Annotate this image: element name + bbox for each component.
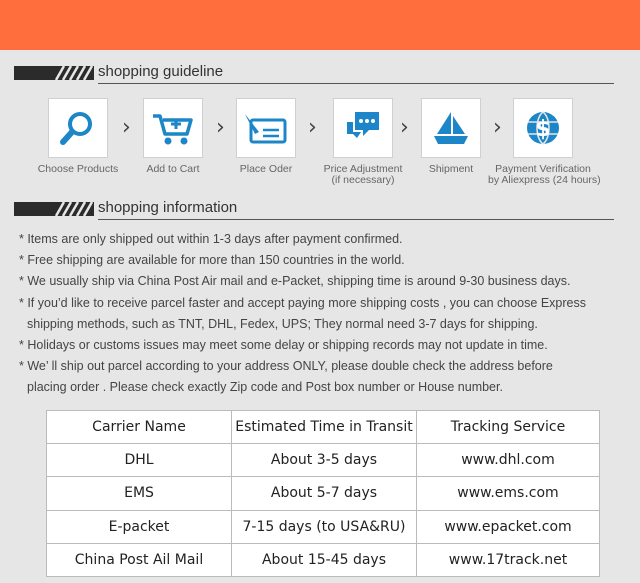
step-label: Price Adjustment — [323, 163, 403, 175]
table-row — [47, 543, 600, 576]
step-label: Shipment — [428, 163, 474, 175]
carrier-name-cell: China Post Ail Mail — [47, 543, 232, 576]
carrier-name-cell: EMS — [47, 477, 232, 510]
pen-card-icon — [243, 108, 289, 148]
info-line: placing order . Please check exactly Zip code and Post box number or House number. — [27, 380, 503, 395]
info-line: * Items are only shipped out within 1-3 days after payment confirmed. — [19, 232, 403, 246]
chat-icon — [343, 108, 383, 148]
information-title: shopping information — [98, 199, 238, 216]
step-icon-box — [513, 98, 573, 158]
guideline-title: shopping guideline — [98, 63, 224, 80]
step-label: Add to Cart — [146, 163, 200, 175]
step-label: Place Oder — [239, 163, 293, 175]
transit-time-cell: 7-15 days (to USA&RU) — [232, 510, 417, 543]
chevron-right-icon: › — [493, 115, 502, 140]
info-line: * Free shipping are available for more than 150 countries in the world. — [19, 253, 405, 268]
step-label: Payment Verification — [495, 163, 591, 175]
step-choose-products — [23, 98, 133, 175]
info-line: * We usually ship via China Post Air mail and e-Packet, shipping time is around 9-30 business days. — [19, 274, 571, 289]
stripes-decoration — [14, 66, 94, 80]
column-header: Tracking Service — [417, 411, 600, 444]
guideline-header — [14, 64, 614, 86]
transit-time-cell: About 5-7 days — [232, 477, 417, 510]
chevron-right-icon: › — [122, 115, 131, 140]
guideline-steps — [0, 98, 640, 193]
step-icon-box — [421, 98, 481, 158]
chevron-right-icon: › — [216, 115, 225, 140]
info-line: * We’ ll ship out parcel according to your address ONLY, please double check the address before — [19, 359, 553, 374]
table-row — [47, 444, 600, 477]
step-label: Choose Products — [37, 163, 119, 175]
table-row — [47, 510, 600, 543]
info-line: shipping methods, such as TNT, DHL, Fedex, UPS; They normal need 3-7 days for shipping. — [27, 316, 538, 331]
ship-icon — [431, 108, 471, 148]
step-place-order — [211, 98, 321, 175]
information-header — [14, 200, 614, 222]
column-header: Carrier Name — [47, 411, 232, 444]
tracking-service-cell: www.dhl.com — [417, 444, 600, 477]
top-banner — [0, 0, 640, 50]
step-icon-box — [48, 98, 108, 158]
tracking-service-cell: www.epacket.com — [417, 510, 600, 543]
table-header-row — [47, 411, 600, 444]
carrier-table — [46, 410, 600, 577]
header-rule — [98, 83, 614, 84]
step-icon-box — [143, 98, 203, 158]
stripes-decoration — [14, 202, 94, 216]
cart-icon — [151, 108, 195, 148]
step-sublabel: (if necessary) — [331, 174, 395, 186]
column-header: Estimated Time in Transit — [232, 411, 417, 444]
step-icon-box — [333, 98, 393, 158]
globe-dollar-icon — [523, 108, 563, 148]
header-rule — [98, 219, 614, 220]
info-line: * If you’d like to receive parcel faster and accept paying more shipping costs , you can choose Express — [19, 295, 586, 310]
transit-time-cell: About 3-5 days — [232, 444, 417, 477]
step-payment-verification — [488, 98, 601, 186]
step-sublabel: by Aliexpress (24 hours) — [488, 174, 601, 186]
information-list — [19, 229, 629, 399]
tracking-service-cell: www.17track.net — [417, 543, 600, 576]
chevron-right-icon: › — [308, 115, 317, 140]
carrier-name-cell: DHL — [47, 444, 232, 477]
magnifier-icon — [58, 108, 98, 148]
transit-time-cell: About 15-45 days — [232, 543, 417, 576]
tracking-service-cell: www.ems.com — [417, 477, 600, 510]
chevron-right-icon: › — [400, 115, 409, 140]
svg-text:$: $ — [535, 117, 551, 142]
info-line: * Holidays or customs issues may meet some delay or shipping records may not update in time. — [19, 338, 548, 353]
carrier-name-cell: E-packet — [47, 510, 232, 543]
table-row — [47, 477, 600, 510]
step-icon-box — [236, 98, 296, 158]
